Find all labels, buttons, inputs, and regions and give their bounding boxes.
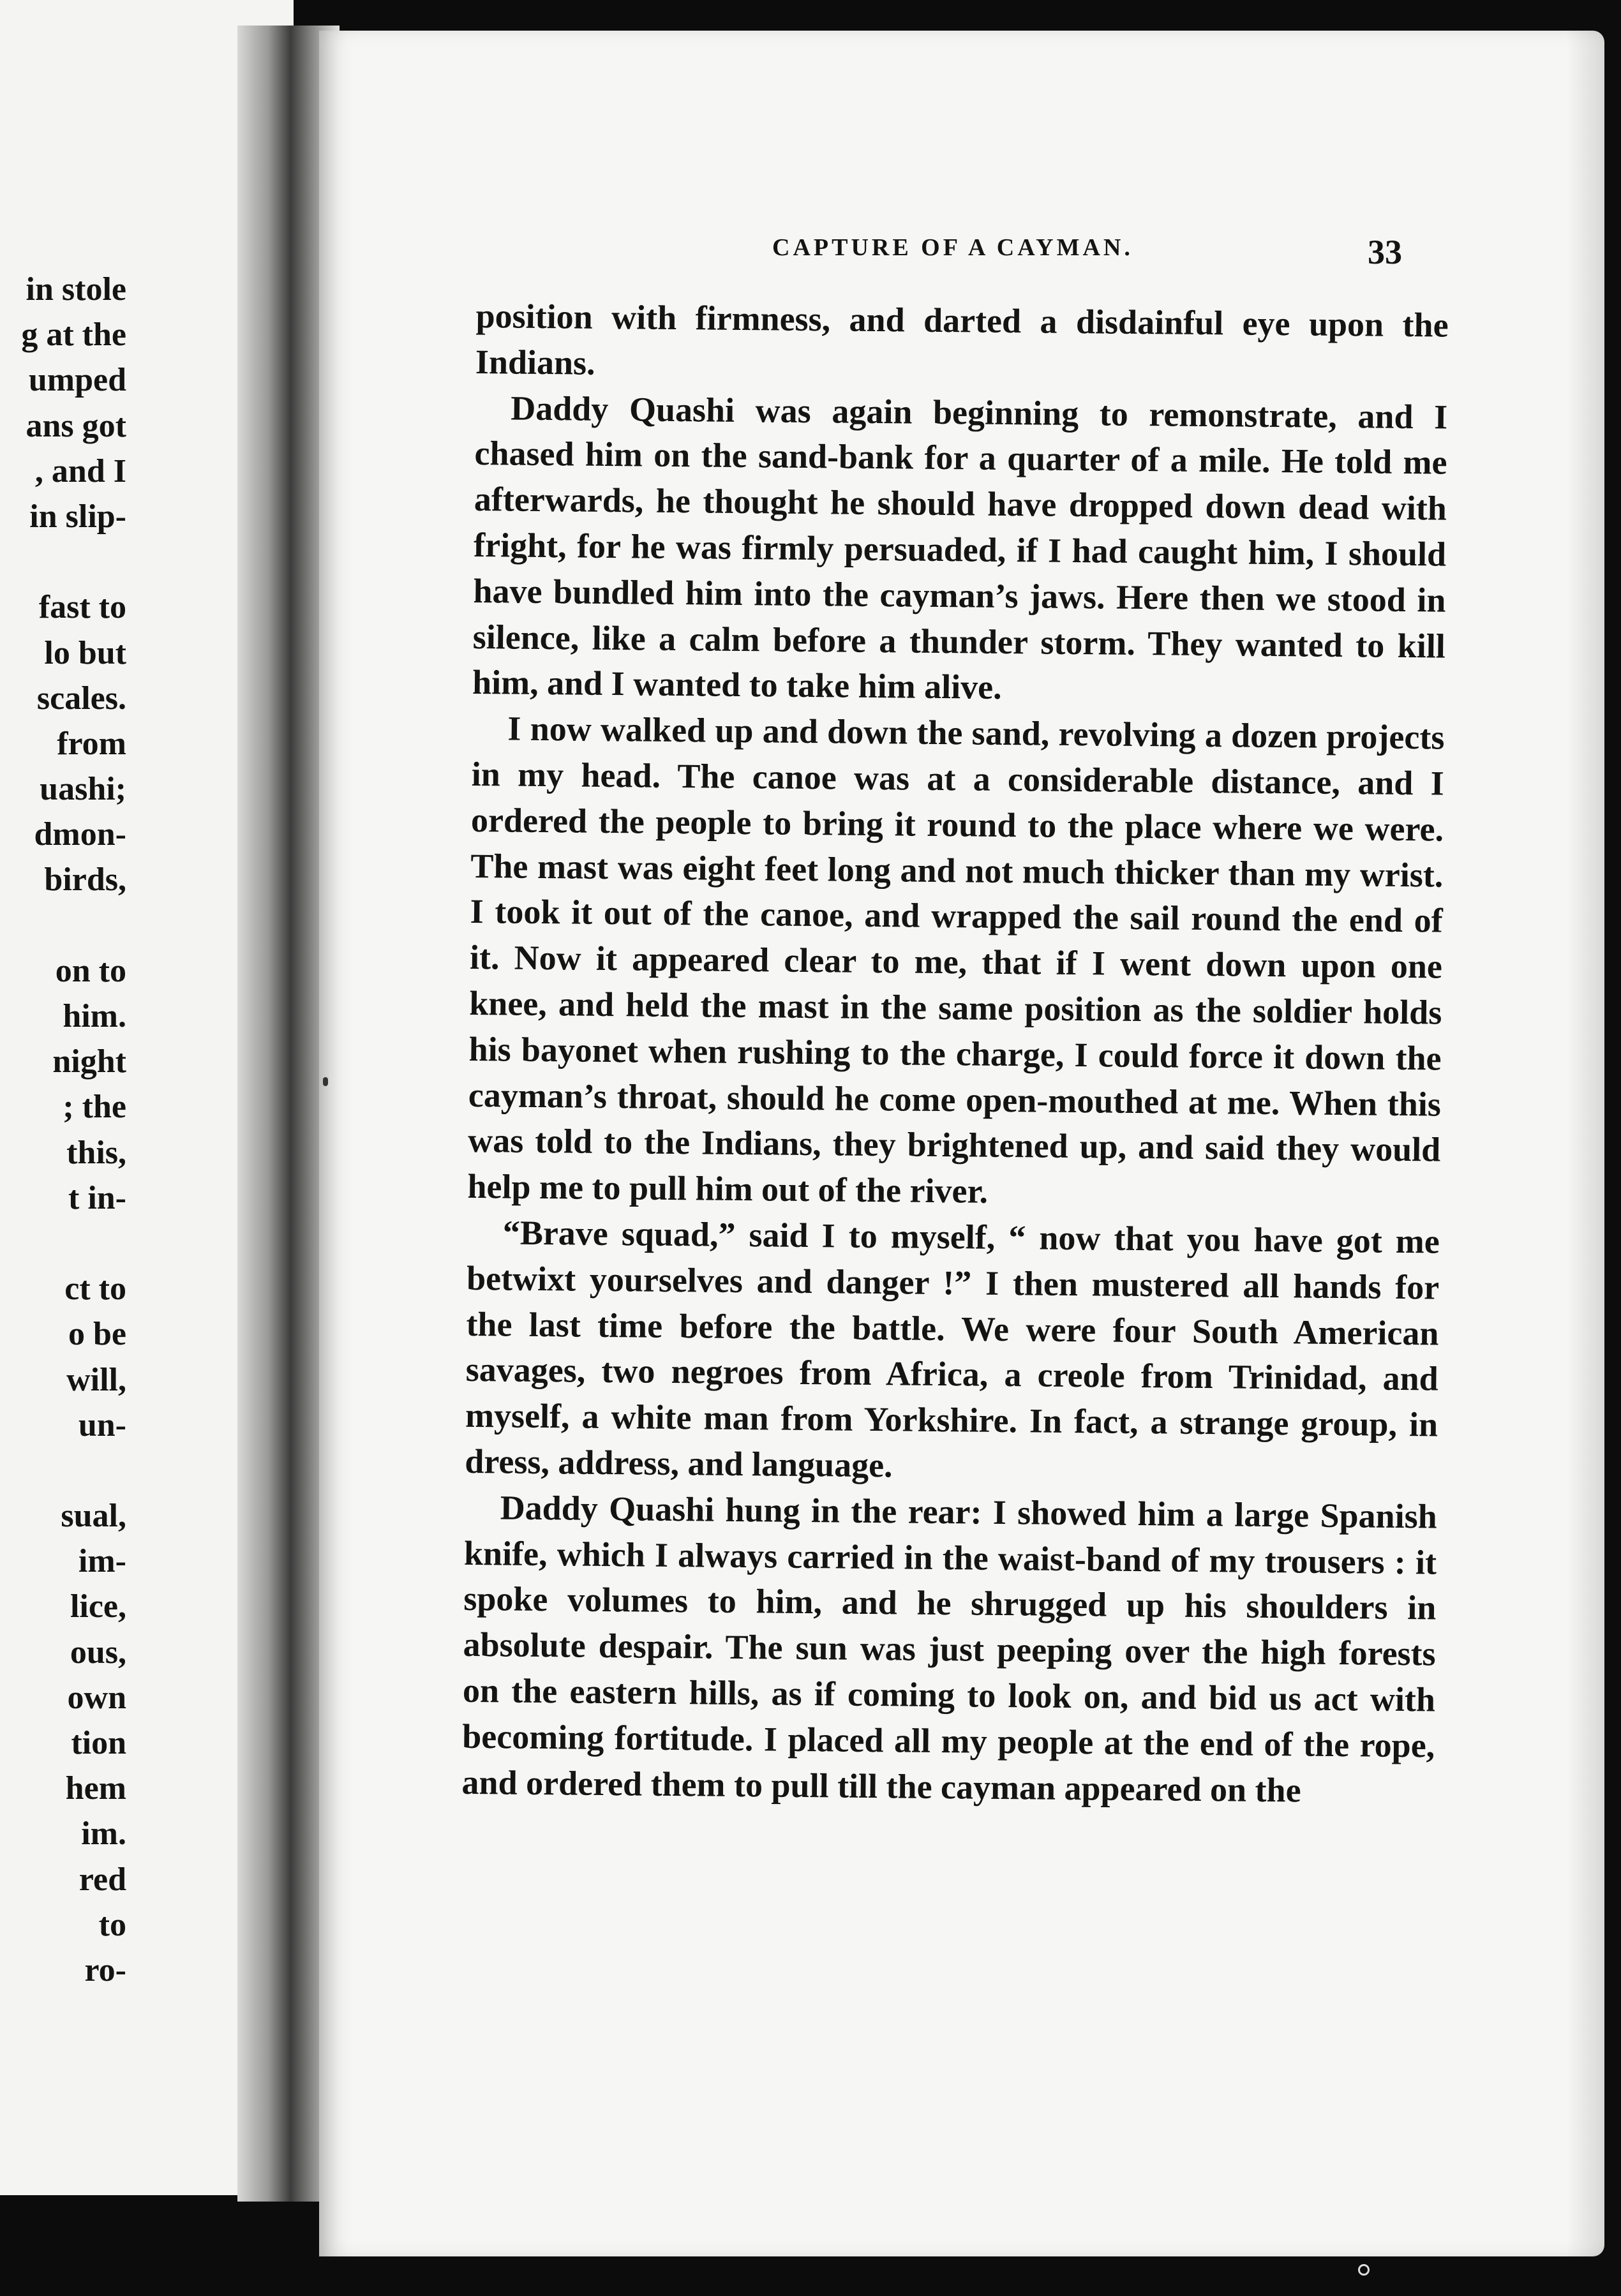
left-page-line: this, bbox=[66, 1134, 126, 1171]
left-page-line: night bbox=[52, 1043, 126, 1080]
left-page-line: scales. bbox=[36, 680, 126, 717]
paragraph: I now walked up and down the sand, revolving a dozen projects in my head. The canoe was at a considerable distance, and I ordered the people to bring it round to the place where we were. The mast was eight feet long and not much thicker than my wrist. I took it out of the canoe, and wrapped the sail round the end of it. Now it appeared clear to me, that if I went down upon one knee, and held the mast in the same position as the soldier holds his bayonet when rushing to the charge, I could force it down the cayman’s throat, should he come open-mouthed at me. When this was told to the Indians, they brightened up, and said they would help me to pull him out of the river. bbox=[467, 709, 1445, 1211]
left-page-line: ous, bbox=[70, 1634, 126, 1671]
left-page-line bbox=[0, 1221, 126, 1266]
left-page-line: , and I bbox=[34, 452, 126, 489]
paragraph: Daddy Quashi was again beginning to remonstrate, and I chased him on the sand-bank for a quarter of a mile. He told me afterwards, he thought he should have dropped down dead with fright, for he was firmly persuaded, if I had caught him, I should have bundled him into the cayman’s jaws. Here then we stood in silence, like a calm before a thunder storm. They wanted to kill him, and I wanted to take him alive. bbox=[472, 389, 1448, 707]
right-page bbox=[319, 31, 1604, 2256]
page-number: 33 bbox=[1368, 233, 1402, 271]
paragraph: “Brave squad,” said I to myself, “ now that you have got me betwixt yourselves and danger !” I then mustered all hands for the last time before the battle. We were four South American savages, two negroes from Africa, a creole from Trinidad, and myself, a white man from Yorkshire. In fact, a strange group, in dress, address, and language. bbox=[465, 1213, 1440, 1485]
left-page-line: birds, bbox=[44, 861, 126, 898]
left-page-line: in slip- bbox=[29, 498, 126, 535]
left-page-line: t in- bbox=[68, 1179, 126, 1216]
left-page-line bbox=[0, 539, 126, 585]
left-page-line: him. bbox=[63, 998, 126, 1034]
running-head: CAPTURE OF A CAYMAN. bbox=[772, 234, 1133, 261]
scan-mark bbox=[1358, 2264, 1370, 2276]
left-page-line: dmon- bbox=[34, 816, 126, 853]
left-page-line: from bbox=[57, 725, 126, 762]
left-page-line: to bbox=[98, 1906, 126, 1943]
page-edge-shadow bbox=[1566, 31, 1604, 2256]
left-page-line: tion bbox=[71, 1725, 126, 1761]
page-speck bbox=[323, 1077, 328, 1086]
left-page-line: own bbox=[67, 1679, 126, 1716]
paragraph: Daddy Quashi hung in the rear: I showed him a large Spanish knife, which I always carried in the waist-band of my trousers : it spoke volumes to him, and he shrugged up his shoulders in absolute despair. The sun was just peeping over the high forests on the eastern hills, as if coming to look on, and bid us act with becoming fortitude. I placed all my people at the end of the rope, and ordered them to pull till the cayman appeared on the bbox=[461, 1488, 1437, 1810]
left-page-line: fast to bbox=[38, 589, 126, 626]
left-page-line: red bbox=[78, 1861, 126, 1898]
body-text bbox=[461, 294, 1449, 1815]
paragraph: position with firmness, and darted a disdainful eye upon the Indians. bbox=[475, 296, 1449, 382]
left-page-line bbox=[0, 1448, 126, 1493]
left-page-line: in stole bbox=[26, 271, 126, 308]
left-page-line: on to bbox=[55, 952, 126, 989]
left-page-line: im- bbox=[78, 1543, 126, 1580]
left-page-line: lo but bbox=[44, 634, 126, 671]
left-page-line bbox=[0, 903, 126, 948]
left-page-line: im. bbox=[81, 1815, 126, 1852]
left-page-line: ct to bbox=[64, 1271, 126, 1308]
left-page-line: umped bbox=[28, 362, 126, 399]
left-page-line: sual, bbox=[61, 1498, 126, 1535]
left-page-line: un- bbox=[78, 1406, 126, 1443]
left-page-line: g at the bbox=[21, 317, 126, 354]
left-page-text bbox=[0, 267, 126, 1993]
left-page-line: lice, bbox=[70, 1588, 126, 1625]
left-page-line: ; the bbox=[63, 1089, 126, 1126]
left-page-line: hem bbox=[65, 1770, 126, 1807]
left-page-line: ans got bbox=[26, 407, 126, 444]
left-page-line: will, bbox=[66, 1361, 126, 1398]
left-page-line: uashi; bbox=[40, 771, 126, 808]
left-page-line: ro- bbox=[84, 1951, 126, 1988]
left-page-line: o be bbox=[68, 1316, 126, 1353]
